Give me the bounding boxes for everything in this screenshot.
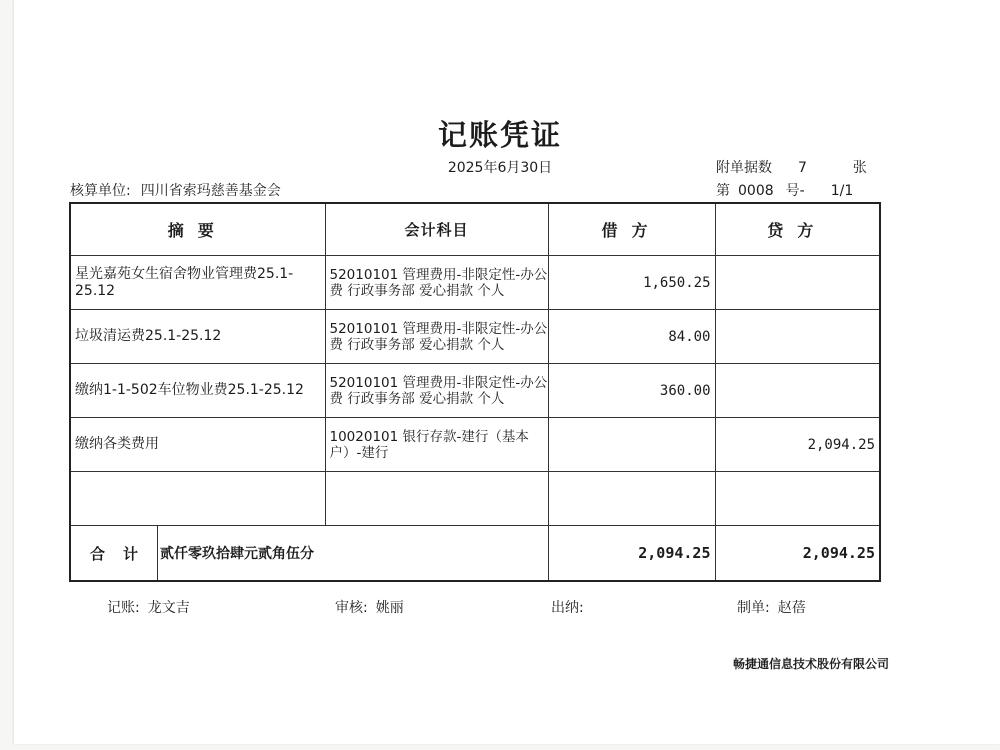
- header-summary: 摘要: [70, 203, 325, 256]
- table-row: [70, 310, 880, 364]
- attachment-label: 附单据数: [716, 160, 772, 176]
- row-credit: [715, 364, 880, 418]
- accounting-unit: [70, 180, 281, 200]
- signature-preparer: [737, 597, 806, 617]
- attachment-count: [716, 157, 867, 177]
- row-credit: [715, 472, 880, 526]
- row-account: 52010101 管理费用-非限定性-办公费 行政事务部 爱心捐款 个人: [325, 310, 548, 364]
- row-debit: 360.00: [548, 364, 715, 418]
- accounting-unit-label: 核算单位:: [70, 183, 131, 199]
- row-summary: 缴纳各类费用: [70, 418, 325, 472]
- row-debit: [548, 418, 715, 472]
- row-credit: 2,094.25: [715, 418, 880, 472]
- header-account: 会计科目: [325, 203, 548, 256]
- preparer-name: 赵蓓: [777, 600, 806, 616]
- total-cell: [70, 526, 548, 582]
- voucher-number: [716, 180, 853, 200]
- row-debit: [548, 472, 715, 526]
- voucher-date: 2025年6月30日: [447, 160, 553, 176]
- signature-bookkeeper: [107, 597, 190, 617]
- signature-cashier: [551, 597, 592, 617]
- reviewer-label: 审核:: [335, 600, 368, 616]
- total-label-cell: [71, 526, 158, 580]
- voucher-number-prefix: 第: [716, 183, 730, 199]
- header-credit: 贷方: [715, 203, 880, 256]
- row-summary: 缴纳1-1-502车位物业费25.1-25.12: [70, 364, 325, 418]
- voucher-page: 1/1: [830, 183, 854, 199]
- accounting-unit-value: 四川省索玛慈善基金会: [140, 183, 281, 199]
- row-account: 52010101 管理费用-非限定性-办公费 行政事务部 爱心捐款 个人: [325, 256, 548, 310]
- row-account: [325, 472, 548, 526]
- software-company: 畅捷通信息技术股份有限公司: [733, 657, 890, 671]
- table-row: [70, 256, 880, 310]
- attachment-number: 7: [798, 160, 807, 176]
- table-row: [70, 364, 880, 418]
- voucher-number-suffix: 号-: [785, 183, 805, 199]
- row-credit: [715, 310, 880, 364]
- preparer-label: 制单:: [737, 600, 770, 616]
- total-amount-in-words: 贰仟零玖拾肆元贰角伍分: [160, 546, 314, 562]
- row-account: 52010101 管理费用-非限定性-办公费 行政事务部 爱心捐款 个人: [325, 364, 548, 418]
- total-credit: 2,094.25: [715, 526, 880, 582]
- row-debit: 1,650.25: [548, 256, 715, 310]
- voucher-table: [69, 202, 881, 582]
- row-summary: [70, 472, 325, 526]
- row-summary: 垃圾清运费25.1-25.12: [70, 310, 325, 364]
- total-row: [70, 526, 880, 582]
- table-row: [70, 418, 880, 472]
- total-debit: 2,094.25: [548, 526, 715, 582]
- voucher-title: 记账凭证: [437, 118, 562, 152]
- row-debit: 84.00: [548, 310, 715, 364]
- header-debit: 借方: [548, 203, 715, 256]
- cashier-label: 出纳:: [551, 600, 584, 616]
- row-credit: [715, 256, 880, 310]
- total-label: 合计: [89, 544, 156, 563]
- signature-reviewer: [335, 597, 404, 617]
- bookkeeper-name: 龙文吉: [147, 600, 190, 616]
- row-summary: 星光嘉苑女生宿舍物业管理费25.1-25.12: [70, 256, 325, 310]
- reviewer-name: 姚丽: [375, 600, 404, 616]
- row-account: 10020101 银行存款-建行（基本户）-建行: [325, 418, 548, 472]
- attachment-unit: 张: [852, 160, 867, 176]
- table-row-empty: [70, 472, 880, 526]
- table-header-row: [70, 203, 880, 256]
- bookkeeper-label: 记账:: [107, 600, 140, 616]
- voucher-number-value: 0008: [738, 183, 774, 199]
